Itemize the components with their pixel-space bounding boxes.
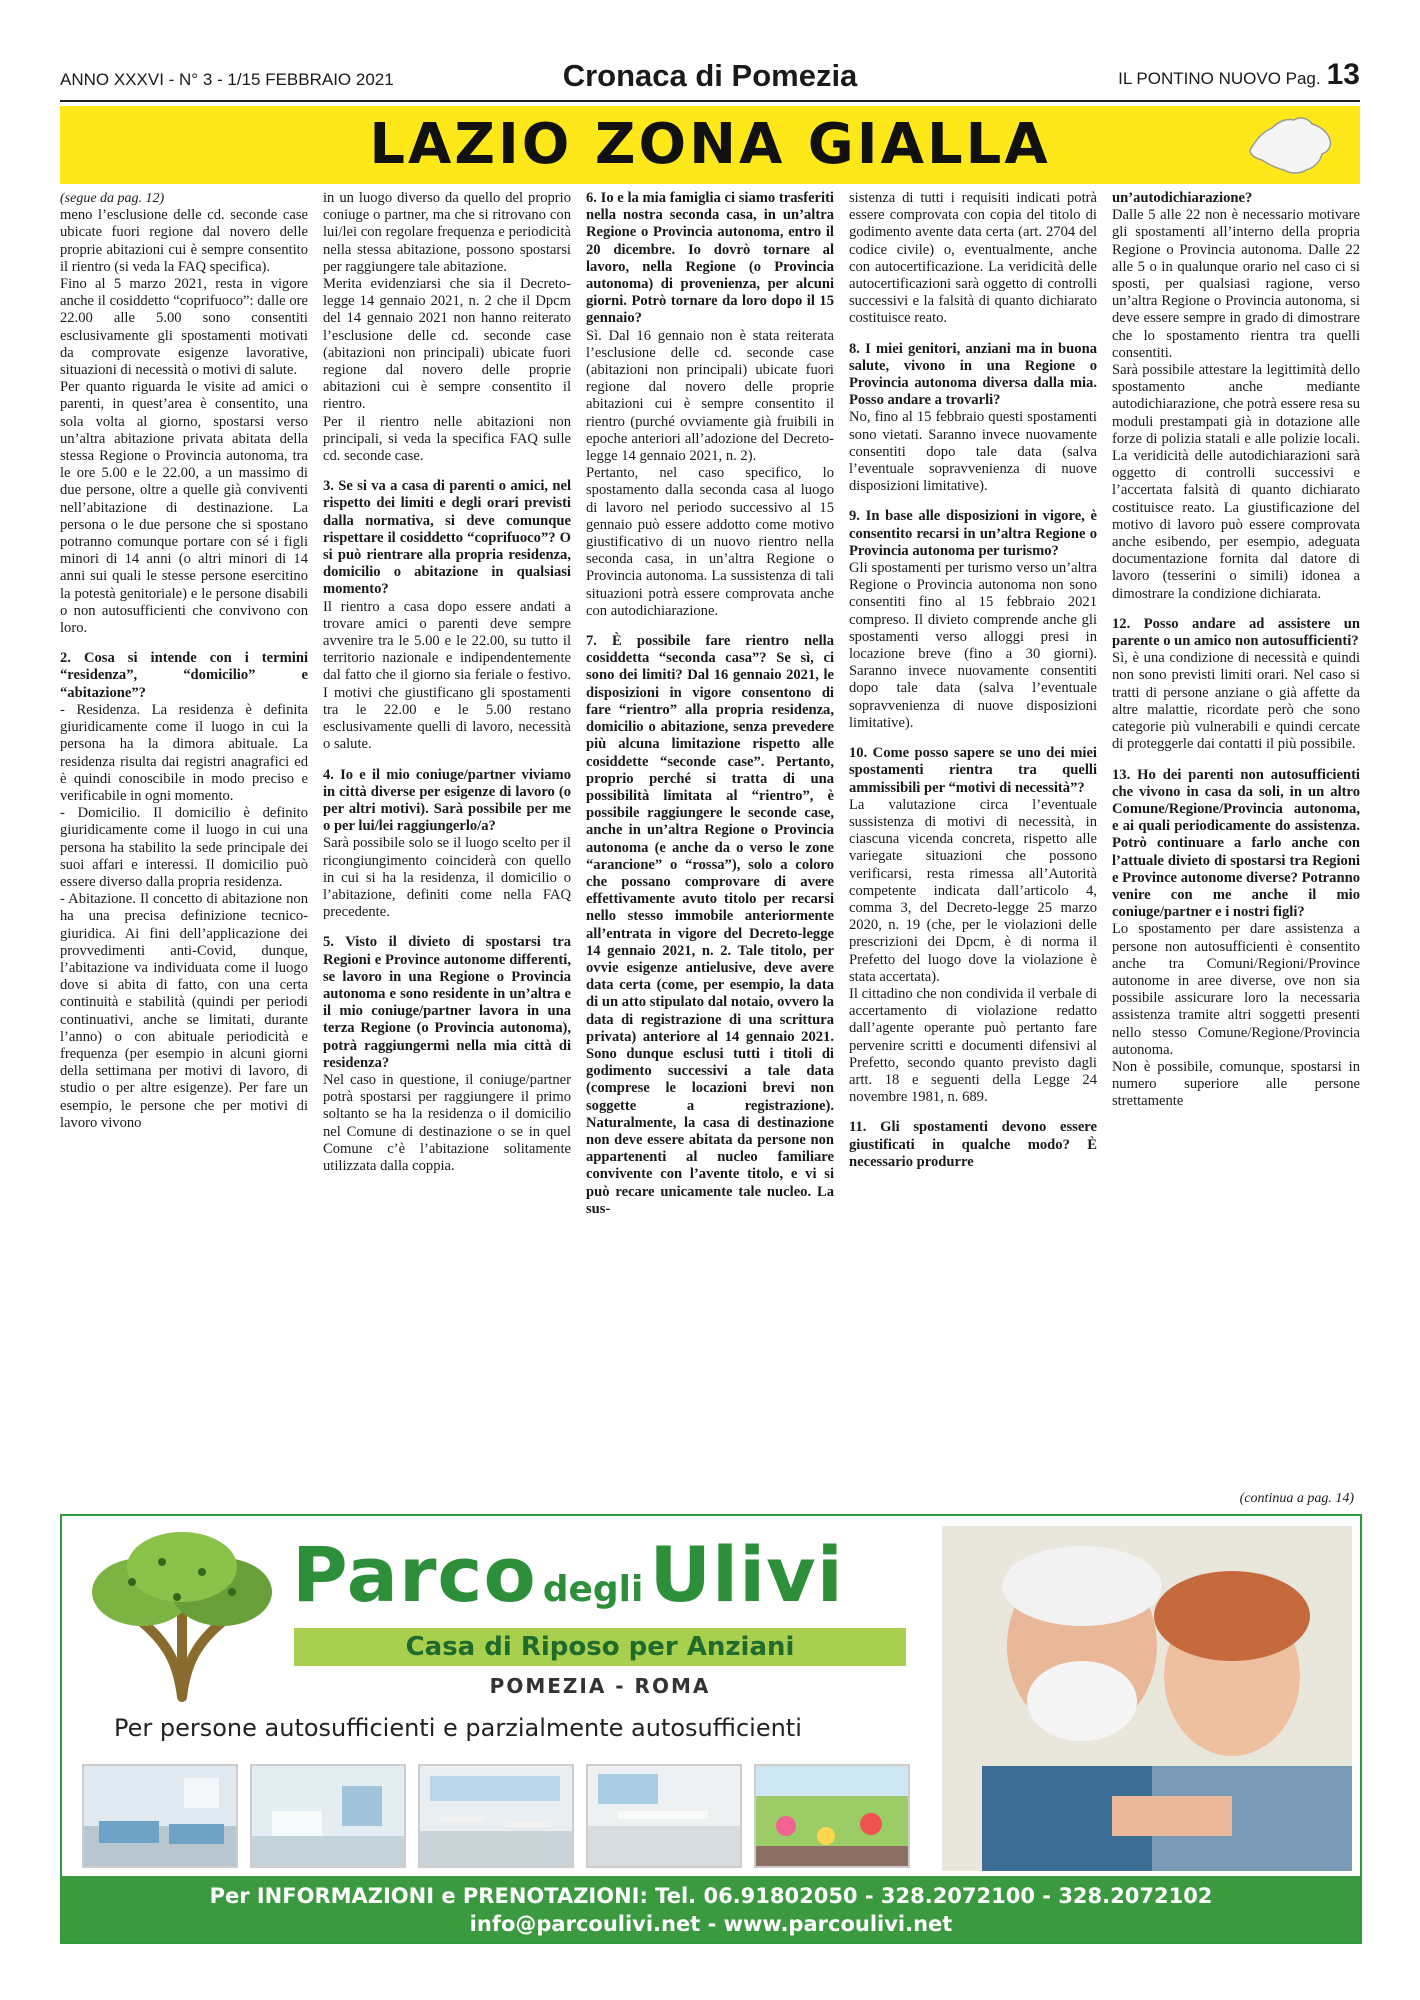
- paragraph: Il cittadino che non condivida il verbale di accertamento di violazione redatto dall’agente operante può pertanto fare pervenire scritti e documenti difensivi al Prefetto, secondo quanto previsto dagli artt. 18 e seguenti della Legge 24 novembre 1981, n. 689.: [849, 985, 1097, 1106]
- paragraph: Merita evidenziarsi che sia il Decreto-legge 14 gennaio 2021, n. 2 che il Dpcm del 14 gennaio 2021 non hanno reiterato l’esclusione delle cd. seconde case (abitazioni non principali) ubicate fuori regione dal novero delle proprie abitazioni cui è sempre consentito il rientro.: [323, 276, 571, 413]
- faq-question: 6. Io e la mia famiglia ci siamo trasferiti nella nostra seconda casa, in un’altra Regione o Provincia autonoma, entro il 20 dicembre. Io dovrò tornare al lavoro, nella Regione (o Provincia autonoma) di provenienza, per alcuni giorni. Potrò tornare da loro dopo il 15 gennaio?: [586, 190, 834, 327]
- dining-room-photo: [418, 1764, 574, 1868]
- article-column: [323, 190, 571, 1505]
- headline: LAZIO ZONA GIALLA: [369, 112, 1051, 177]
- paragraph: sistenza di tutti i requisiti indicati potrà essere comprovata con copia del titolo di godimento avente data certa (art. 2704 del codice civile) o, eventualmente, anche con autocertificazione. La veridicità delle autocertificazioni sarà oggetto di controlli successivi e la falsità di quanto dichiarato costituisce reato.: [849, 190, 1097, 327]
- paragraph: - Domicilio. Il domicilio è definito giuridicamente come il luogo in cui una persona ha stabilito la sede principale dei suoi affari e interessi. Il domicilio può essere diverso dalla propria residenza.: [60, 805, 308, 890]
- brand-word: degli: [542, 1569, 644, 1610]
- common-room-photo: [586, 1764, 742, 1868]
- ad-tagline: Per persone autosufficienti e parzialmente autosufficienti: [114, 1714, 802, 1742]
- faq-question: 5. Visto il divieto di spostarsi tra Regioni e Province autonome differenti, se lavoro in una Regione o Provincia autonoma e sono residente in un’altra e il mio coniuge/partner lavora in una terza Regione (o Provincia autonoma), potrà raggiungermi nella mia città di residenza?: [323, 934, 571, 1071]
- paragraph: Lo spostamento per dare assistenza a persone non autosufficienti è consentito anche tra Comuni/Regioni/Province autonome in aree diverse, ove non sia possibile assicurare loro la necessaria assistenza tramite altri soggetti presenti nello stesso Comune/Regione/Provincia autonoma.: [1112, 921, 1360, 1058]
- paper-name: IL PONTINO NUOVO Pag.: [1118, 69, 1321, 88]
- elderly-couple-photo: [942, 1526, 1352, 1871]
- faq-question: 3. Se si va a casa di parenti o amici, nel rispetto dei limiti e degli orari previsti dalla normativa, si deve comunque rispettare il cosiddetto “coprifuoco”? O si può rientrare alla propria residenza, domicilio o abitazione in qualsiasi momento?: [323, 478, 571, 598]
- paragraph: No, fino al 15 febbraio questi spostamenti sono vietati. Saranno invece nuovamente consentiti dopo tale data (salva l’eventuale sopravvenienza di nuove disposizioni limitative).: [849, 409, 1097, 495]
- paragraph: Sì, è una condizione di necessità e quindi non sono previsti limiti orari. Nel caso si tratti di persone anziane o già affette da altre malattie, ricordate però che sono categorie più vulnerabili e quindi cercate di proteggerle dai contatti il più possibile.: [1112, 650, 1360, 753]
- page-number: 13: [1326, 58, 1360, 91]
- ad-city: POMEZIA - ROMA: [489, 1674, 711, 1698]
- paragraph: Per il rientro nelle abitazioni non principali, si veda la specifica FAQ sulle cd. seconde case.: [323, 413, 571, 465]
- continuation-note: (segue da pag. 12): [60, 191, 165, 206]
- article-column: [849, 190, 1097, 1505]
- paragraph: Sì. Dal 16 gennaio non è stata reiterata l’esclusione delle cd. seconde case (abitazioni non principali) ubicate fuori regione dal novero delle proprie abitazioni cui è sempre consentito il rientro (purché ovviamente già fruibili in epoche anteriori all’adozione del Decreto-legge 14 gennaio 2021, n. 2).: [586, 327, 834, 465]
- issue-info: ANNO XXXVI - N° 3 - 1/15 FEBBRAIO 2021: [60, 70, 394, 89]
- contact-phones: Per INFORMAZIONI e PRENOTAZIONI: Tel. 06.91802050 - 328.2072100 - 328.2072102: [209, 1884, 1213, 1908]
- faq-question: 13. Ho dei parenti non autosufficienti che vivono in casa da soli, in un altro Comune/Regione/Provincia autonoma, e ai quali periodicamente do assistenza. Potrò continuare a farlo anche con l’attuale divieto di spostarsi tra Regioni e Province autonome diverse? Potranno venire con me anche il mio coniuge/partner e i nostri figli?: [1112, 766, 1360, 921]
- faq-question: 9. In base alle disposizioni in vigore, è consentito recarsi in un’altra Regione o Provincia autonoma per turismo?: [849, 508, 1097, 559]
- paragraph: - Residenza. La residenza è definita giuridicamente come il luogo in cui la persona ha la dimora abituale. La residenza risulta dai registri anagrafici ed è quindi conoscibile in modo preciso e verificabile in ogni momento.: [60, 701, 308, 804]
- olive-tree-logo: [82, 1522, 282, 1702]
- header-divider: [60, 100, 1360, 102]
- paragraph: meno l’esclusione delle cd. seconde case ubicate fuori regione dal novero delle proprie abitazioni cui è sempre consentito il rientro (si veda la FAQ specifica).: [60, 207, 308, 275]
- ad-subtitle: Casa di Riposo per Anziani: [294, 1628, 906, 1666]
- facility-photos: [82, 1764, 912, 1864]
- section-title: Cronaca di Pomezia: [562, 58, 858, 93]
- faq-question: 8. I miei genitori, anziani ma in buona salute, vivono in una Regione o Provincia autonoma diversa dalla mia. Posso andare a trovarli?: [849, 340, 1097, 409]
- paper-info: [1118, 58, 1360, 92]
- faq-question: 4. Io e il mio coniuge/partner viviamo in città diverse per esigenze di lavoro (o per altri motivi). Sarà possibile per me o per lui/lei raggiungerlo/a?: [323, 766, 571, 835]
- advertisement: [60, 1514, 1362, 1944]
- page-header: [60, 58, 1360, 98]
- ad-brand: [292, 1530, 844, 1619]
- brand-word: Parco: [292, 1530, 537, 1619]
- faq-question: 2. Cosa si intende con i termini “residenza”, “domicilio” e “abitazione”?: [60, 650, 308, 701]
- continued-note: (continua a pag. 14): [1239, 1491, 1354, 1506]
- paragraph: La valutazione circa l’eventuale sussistenza di motivi di necessità, in ciascuna vicenda concreta, rispetto alle variegate situazioni che possono verificarsi, resta rimessa all’Autorità competente indicata dall’articolo 4, comma 3, del Decreto-legge 25 marzo 2020, n. 19 (che, per le violazioni delle prescrizioni dei Dpcm, è di norma il Prefetto del luogo dove la violazione è stata accertata).: [849, 796, 1097, 985]
- article-body: [60, 190, 1360, 1505]
- paragraph: Fino al 5 marzo 2021, resta in vigore anche il cosiddetto “coprifuoco”: dalle ore 22.00 alle 5.00 sono consentiti esclusivamente gli spostamenti motivati da comprovate esigenze lavorative, situazioni di necessità o motivi di salute.: [60, 276, 308, 379]
- faq-question: 7. È possibile fare rientro nella cosiddetta “seconda casa”? Se sì, ci sono dei limiti? Dal 16 gennaio 2021, le disposizioni in vigore consentono di fare “rientro” alla propria residenza, domicilio o abitazione, senza prevedere più alcuna limitazione rispetto alle cosiddette “seconde case”. Pertanto, proprio perché si tratta di una possibilità limitata al “rientro”, è possibile raggiungere le seconde case, anche in un’altra Regione o Provincia autonoma (e anche da o verso le zone “arancione” o “rossa”), solo a coloro che possano comprovare di avere effettivamente avuto titolo per recarsi nello stesso immobile anteriormente all’entrata in vigore del Decreto-legge 14 gennaio 2021, n. 2. Tale titolo, per ovvie esigenze antielusive, deve avere data certa (come, per esempio, la data di un atto stipulato dal notaio, ovvero la data di registrazione di una scrittura privata) anteriore al 14 gennaio 2021. Sono dunque esclusi tutti i titoli di godimento successivi a tale data (comprese le locazioni brevi non soggette a registrazione). Naturalmente, la casa di destinazione non deve essere abitata da persone non appartenenti al nucleo familiare convivente con l’avente titolo, e vi si può recare unicamente tale nucleo. La sus-: [586, 633, 834, 1217]
- paragraph: Non è possibile, comunque, spostarsi in numero superiore alle persone strettamente: [1112, 1058, 1360, 1110]
- paragraph: Dalle 5 alle 22 non è necessario motivare gli spostamenti all’interno della propria Regione o Provincia autonoma. Dalle 22 alle 5 o in qualunque orario nel caso ci si sposti, per qualsiasi ragione, verso un’altra Regione o Provincia autonoma, si deve essere sempre in grado di dimostrare che lo spostamento rientra tra quelli consentiti.: [1112, 207, 1360, 361]
- paragraph: in un luogo diverso da quello del proprio coniuge o partner, ma che si ritrovano con lui/lei con regolare frequenza e periodicità nella stessa abitazione, possono spostarsi per raggiungere tale abitazione.: [323, 190, 571, 275]
- bedroom-photo: [82, 1764, 238, 1868]
- paragraph: Nel caso in questione, il coniuge/partner potrà spostarsi per raggiungere il primo soltanto se ha la residenza o il domicilio nel Comune di destinazione o se in quel Comune c’è l’abitazione solitamente utilizzata dalla coppia.: [323, 1071, 571, 1174]
- paragraph: Il rientro a casa dopo essere andati a trovare amici o parenti deve sempre avvenire tra le 5.00 e le 22.00, su tutto il territorio nazionale e indipendentemente dal fatto che il giorno sia feriale o festivo. I motivi che giustificano gli spostamenti tra le 22.00 e le 5.00 restano esclusivamente quelli di lavoro, necessità o salute.: [323, 598, 571, 753]
- article-column: [60, 190, 308, 1505]
- garden-photo: [754, 1764, 910, 1868]
- faq-question: un’autodichiarazione?: [1112, 190, 1253, 206]
- paragraph: Sarà possibile solo se il luogo scelto per il ricongiungimento coinciderà con quello in cui si ha la residenza, il domicilio o l’abitazione, definiti come nella FAQ precedente.: [323, 835, 571, 921]
- article-column: [1112, 190, 1360, 1505]
- paragraph: Sarà possibile attestare la legittimità dello spostamento anche mediante autodichiarazione, che potrà essere resa su moduli prestampati già in dotazione alle forze di polizia statali e alle polizie locali. La veridicità delle autodichiarazioni sarà oggetto di controlli successivi e l’accertata falsità di quanto dichiarato costituisce reato. La giustificazione del motivo di lavoro può essere comprovata anche esibendo, per esempio, adeguata documentazione fornita dal datore di lavoro (tesserini o simili) idonea a dimostrare la condizione dichiarata.: [1112, 362, 1360, 602]
- bathroom-photo: [250, 1764, 406, 1868]
- contact-web: info@parcoulivi.net - www.parcoulivi.net: [469, 1912, 953, 1936]
- faq-question: 11. Gli spostamenti devono essere giustificati in qualche modo? È necessario produrre: [849, 1119, 1097, 1170]
- paragraph: Gli spostamenti per turismo verso un’altra Regione o Provincia autonoma non sono consentiti fino al 15 febbraio 2021 compreso. Il divieto comprende anche gli spostamenti verso alloggi presi in locazione breve (fino a 30 giorni). Saranno invece nuovamente consentiti dopo tale data (salva l’eventuale sopravvenienza di nuove disposizioni limitative).: [849, 560, 1097, 731]
- brand-word: Ulivi: [649, 1530, 844, 1619]
- faq-question: 12. Posso andare ad assistere un parente o un amico non autosufficienti?: [1112, 615, 1360, 650]
- paragraph: Per quanto riguarda le visite ad amici o parenti, in quest’area è consentito, una sola volta al giorno, spostarsi verso un’altra abitazione privata abitata della stessa Regione o Provincia autonoma, tra le ore 5.00 e le 22.00, a un massimo di due persone, oltre a quelle già conviventi nell’abitazione di destinazione. La persona o le due persone che si spostano potranno comunque portare con sé i figli minori di 14 anni (o altri minori di 14 anni sui quali le stesse persone esercitino la potestà genitoriale) e le persone disabili o non autosufficienti che convivono con loro.: [60, 379, 308, 637]
- article-column: [586, 190, 834, 1505]
- paragraph: - Abitazione. Il concetto di abitazione non ha una precisa definizione tecnico-giuridica. Ai fini dell’applicazione dei provvedimenti anti-Covid, dunque, l’abitazione va individuata come il luogo dove si abita di fatto, con una certa continuità e stabilità (quindi per periodi continuativi, anche se limitati, durante l’anno) o con abituale periodicità e frequenza (per esempio in alcuni giorni della settimana per motivi di lavoro, di studio o per altre esigenze). Per fare un esempio, le persone che per motivi di lavoro vivono: [60, 891, 308, 1131]
- lazio-map-icon: [1242, 110, 1342, 180]
- faq-question: 10. Come posso sapere se uno dei miei spostamenti rientra tra quelli ammissibili per “motivi di necessità”?: [849, 745, 1097, 796]
- paragraph: Pertanto, nel caso specifico, lo spostamento dalla seconda casa al luogo di lavoro nel periodo successivo al 15 gennaio può essere addotto come motivo giustificativo di un nuovo rientro nella seconda casa, in un’altra Regione o Provincia autonoma. La sussistenza di tali situazioni potrà essere comprovata anche con autodichiarazione.: [586, 465, 834, 619]
- headline-banner: [60, 106, 1360, 184]
- contact-bar: [62, 1876, 1360, 1942]
